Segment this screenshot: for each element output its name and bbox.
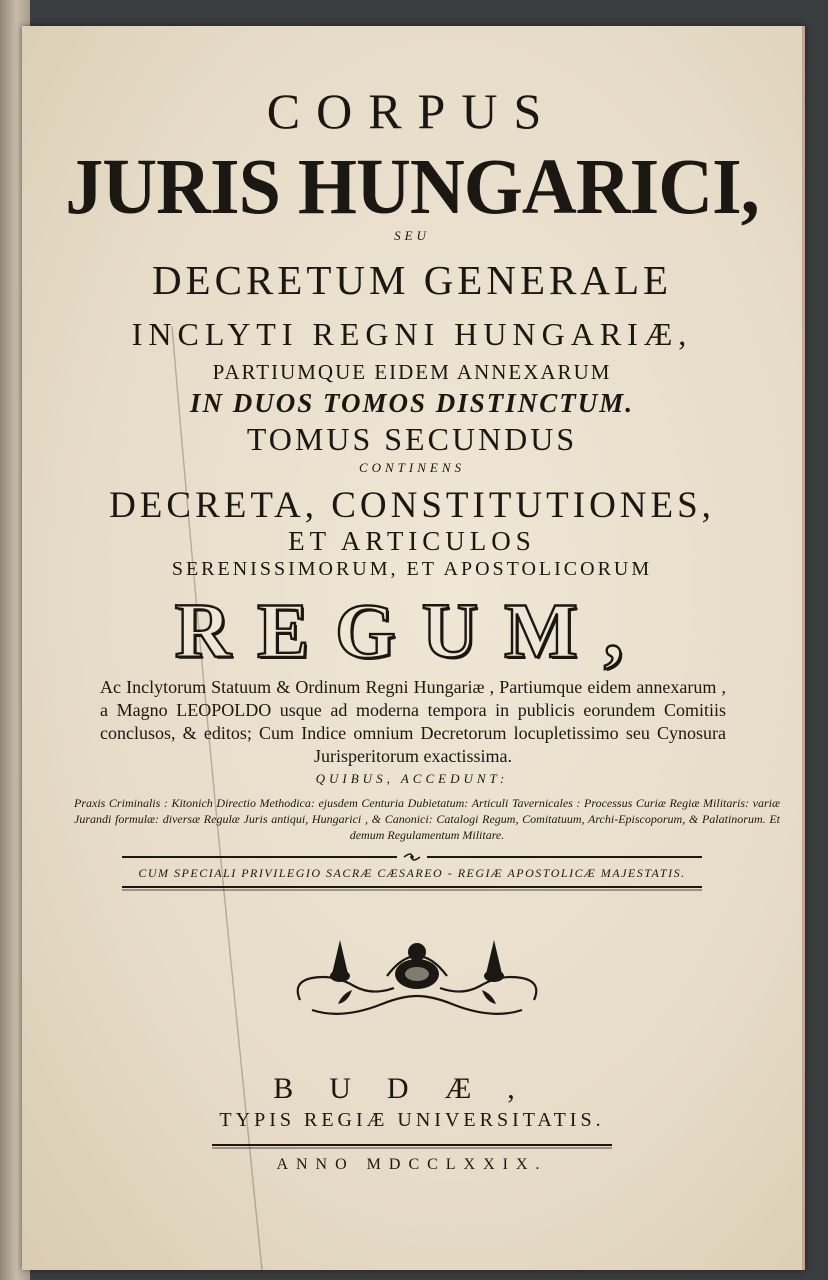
title-partiumque: PARTIUMQUE EIDEM ANNEXARUM	[212, 360, 612, 384]
baroque-vignette-icon	[292, 926, 542, 1027]
description-paragraph: Ac Inclytorum Statuum & Ordinum Regni Hungariæ , Partiumque eidem annexarum , a Magno LEOPOLDO usque ad moderna tempora in publicis eorundem Comitiis conclusos, & editos; Cum Indice omnium Decretorum locupletissimo seu Cynosura Jurisperitorum exactissima.	[100, 677, 726, 766]
title-decretum-generale: DECRETUM GENERALE	[151, 257, 673, 303]
privilege-notice: CUM SPECIALI PRIVILEGIO SACRÆ CÆSAREO - REGIÆ APOSTOLICÆ MAJESTATIS.	[138, 866, 686, 880]
imprint-year: ANNO MDCCLXXIX.	[276, 1156, 548, 1173]
title-regum: REGUM,	[174, 587, 650, 674]
subtitle-continens: CONTINENS	[358, 460, 466, 475]
title-page	[22, 26, 805, 1270]
title-et-articulos: ET ARTICULOS	[288, 526, 536, 556]
imprint-printer: TYPIS REGIÆ UNIVERSITATIS.	[219, 1109, 605, 1131]
title-corpus: CORPUS	[266, 83, 558, 139]
ornamental-rule-icon	[122, 882, 702, 892]
title-tomus-secundus: TOMUS SECUNDUS	[246, 421, 578, 457]
title-inclyti-regni: INCLYTI REGNI HUNGARIÆ,	[131, 316, 693, 352]
subtitle-seu: SEU	[394, 228, 430, 243]
title-in-duos-tomos: IN DUOS TOMOS DISTINCTUM.	[189, 388, 635, 418]
imprint-place: BUDÆ,	[273, 1072, 551, 1105]
title-juris-hungarici: JURIS HUNGARICI,	[65, 142, 759, 232]
title-serenissimorum: SERENISSIMORUM, ET APOSTOLICORUM	[171, 558, 653, 580]
ornamental-rule-icon	[212, 1142, 612, 1150]
ornamental-rule-icon	[122, 852, 702, 862]
contents-list: Praxis Criminalis : Kitonich Directio Methodica: ejusdem Centuria Dubietatum: Articuli Tavernicales : Processus Curiæ Regiæ Militaris: variæ Jurandi formulæ: diversæ Regulæ Juris antiqui, Hungarici , & Canonici: Catalogi Regum, Comitatuum, Archi-Episcoporum, & Palatinorum. Et demum Regulamentum Militare.	[74, 796, 780, 842]
subtitle-quibus-accedunt: QUIBUS, ACCEDUNT:	[315, 771, 509, 786]
title-decreta: DECRETA, CONSTITUTIONES,	[109, 485, 715, 526]
